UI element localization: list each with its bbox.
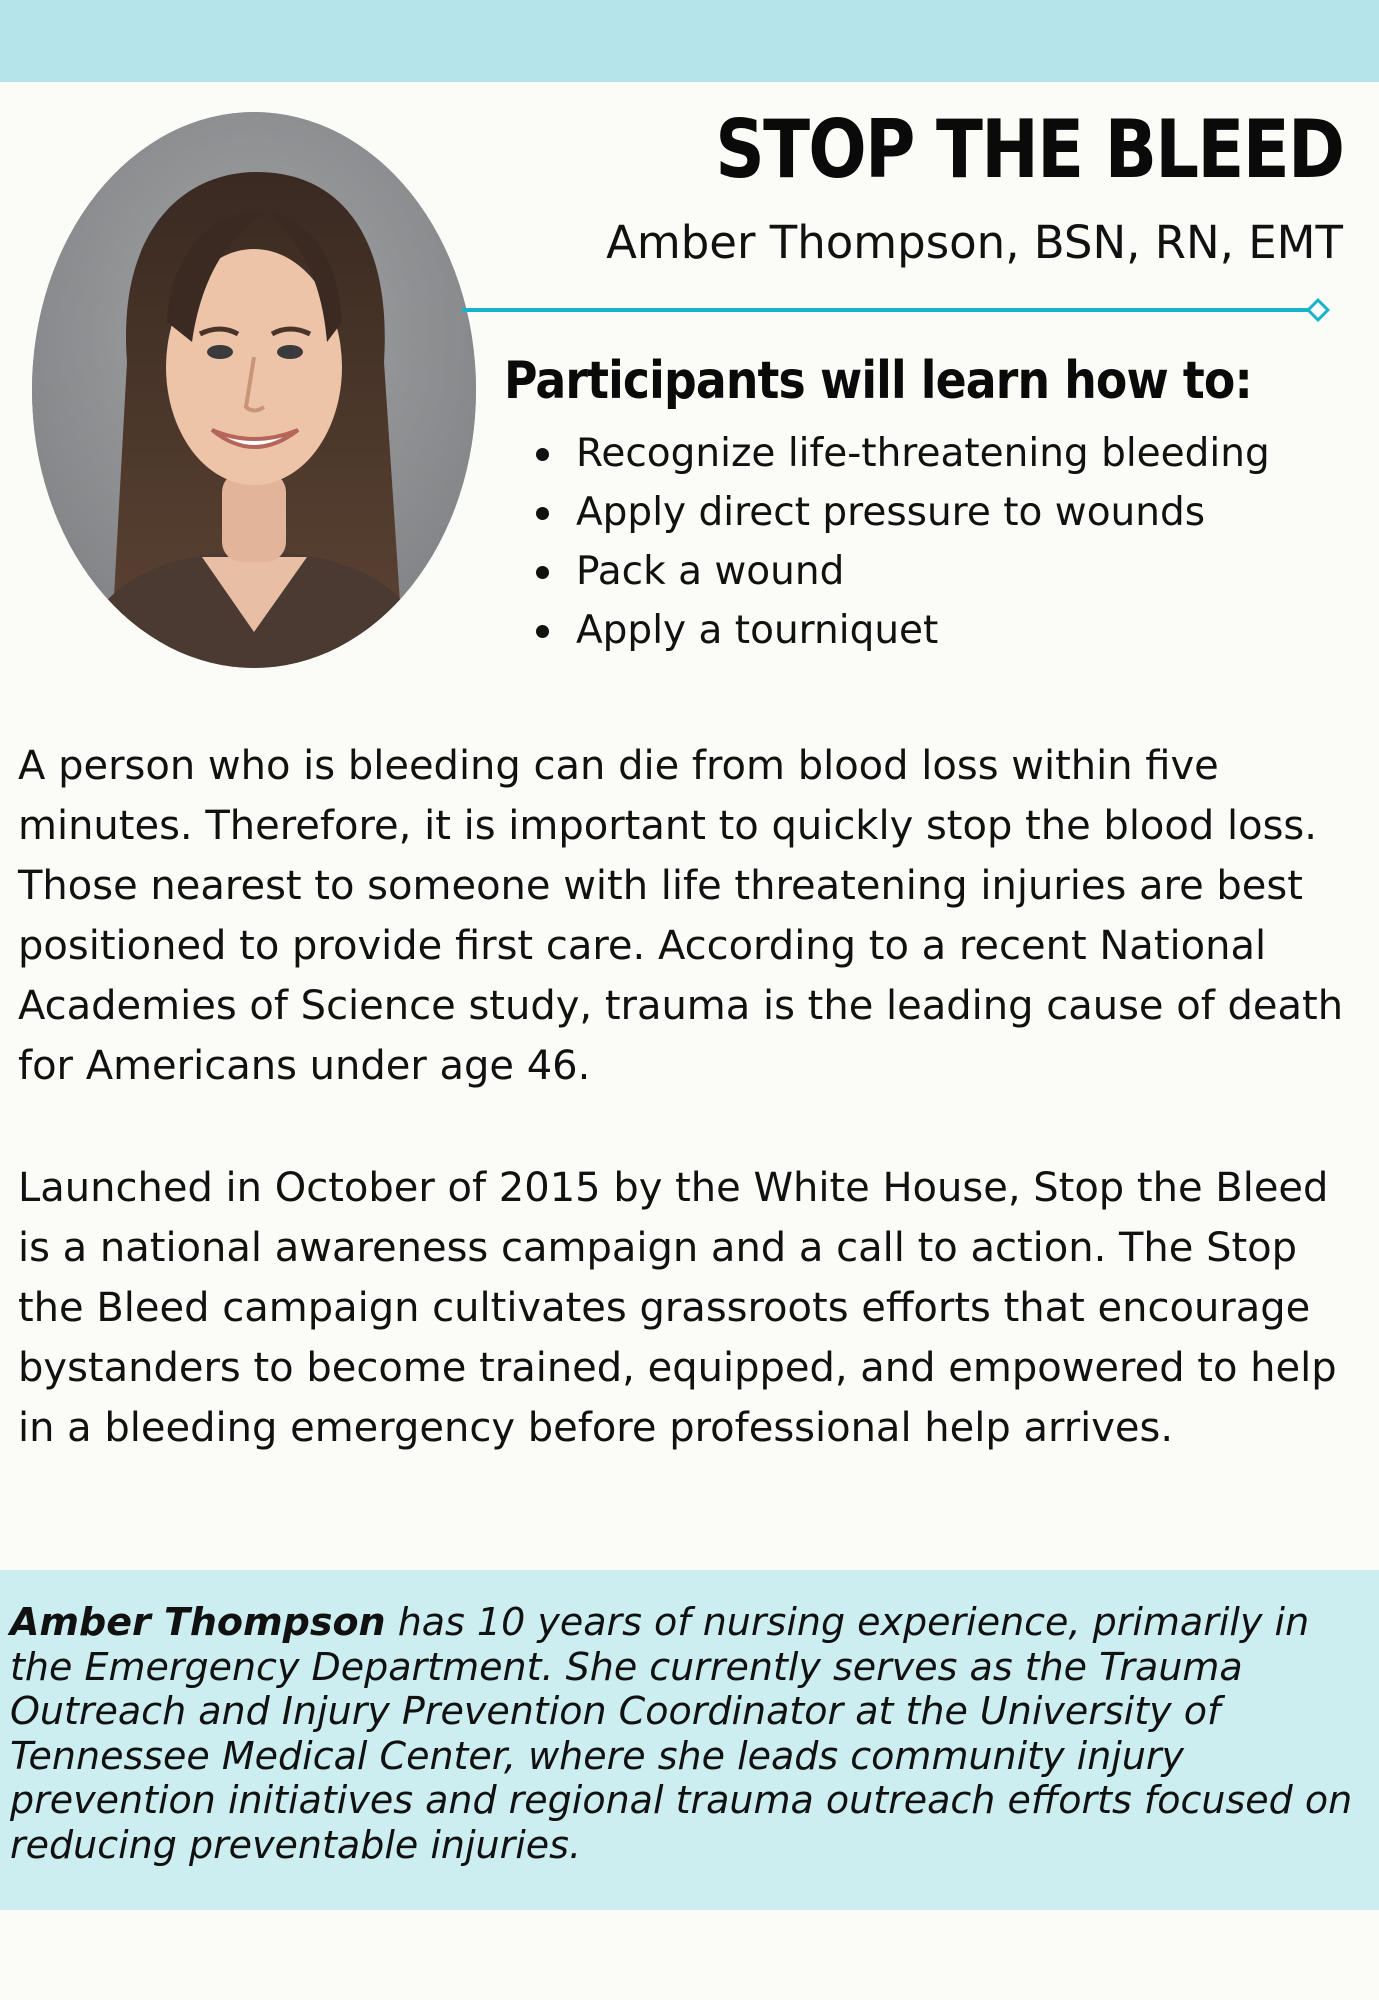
top-color-band	[0, 0, 1379, 82]
list-item: Apply a tourniquet	[536, 601, 1270, 660]
presenter-credentials: Amber Thompson, BSN, RN, EMT	[606, 216, 1343, 269]
list-item: Pack a wound	[536, 542, 1270, 601]
list-item: Recognize life-threatening bleeding	[536, 424, 1270, 483]
bio-name: Amber Thompson	[10, 1600, 386, 1644]
presenter-photo	[32, 112, 476, 668]
accent-divider	[462, 298, 1332, 322]
bio-body: has 10 years of nursing experience, primarily in the Emergency Department. She currently serves as the Trauma Outreach and Injury Prevention Coordinator at the University of Tennessee Medical Center, where she leads community injury prevention initiatives and regional trauma outreach efforts focused on reducing preventable injuries.	[10, 1600, 1353, 1867]
learn-list	[536, 424, 1270, 660]
presenter-bio	[10, 1600, 1370, 1867]
learn-heading: Participants will learn how to:	[504, 351, 1252, 411]
presenter-portrait-illustration	[32, 112, 476, 668]
page-title: STOP THE BLEED	[714, 103, 1343, 196]
divider-diamond-icon	[1308, 300, 1328, 320]
list-item: Apply direct pressure to wounds	[536, 483, 1270, 542]
body-paragraph-1: A person who is bleeding can die from blood loss within five minutes. Therefore, it is important to quickly stop the blood loss. Those nearest to someone with life threatening injuries are best positioned to provide first care. According to a recent National Academies of Science study, trauma is the leading cause of death for Americans under age 46.	[18, 743, 1344, 1089]
body-paragraph-2: Launched in October of 2015 by the White House, Stop the Bleed is a national awareness campaign and a call to action. The Stop the Bleed campaign cultivates grassroots efforts that encourage bystanders to become trained, equipped, and empowered to help in a bleeding emergency before professional help arrives.	[18, 1165, 1337, 1451]
